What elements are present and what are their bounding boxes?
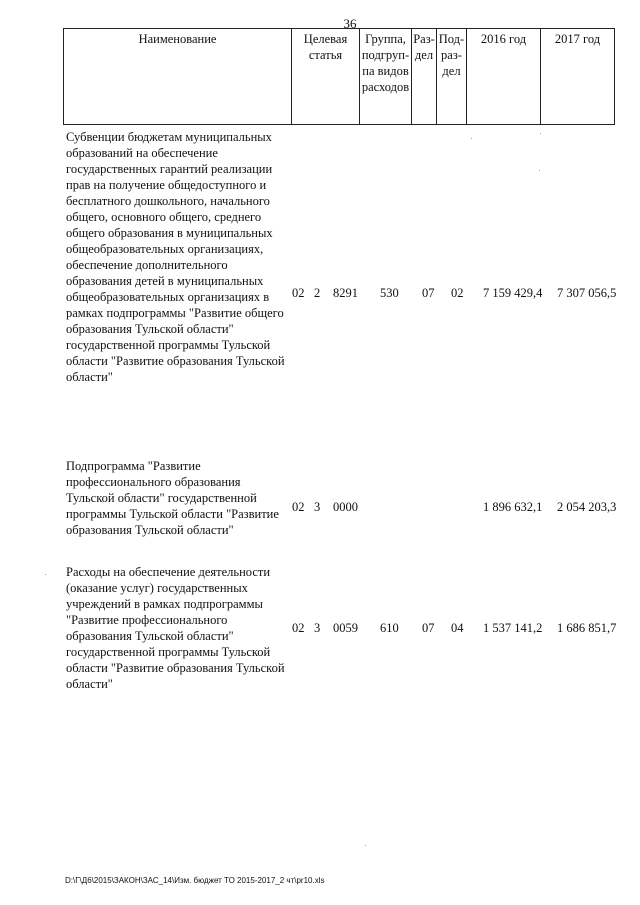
row-code-direction: 8291 [333, 286, 358, 300]
row-value-2016: 7 159 429,4 [483, 286, 543, 300]
scan-speck [471, 138, 472, 139]
header-section: Раз-дел [412, 29, 437, 125]
row-code-subprogram: 3 [314, 621, 321, 635]
row-value-2017: 1 686 851,7 [557, 621, 617, 635]
page-number: 36 [343, 16, 357, 31]
row-code-direction: 0000 [333, 500, 358, 514]
row-section: 07 [422, 621, 435, 635]
table-header [63, 28, 615, 125]
row-name: Подпрограмма "Развитие профессионального образования Тульской области" государственной программы Тульской области "Развитие образования Тульской области" [66, 459, 279, 537]
row-name: Расходы на обеспечение деятельности (оказание услуг) государственных учреждений в рамках подпрограммы "Развитие профессионального образования Тульской области" государственной программы Тульской области "Развитие образования Тульской области" [66, 565, 285, 691]
header-target-article: Целевая статья [292, 29, 360, 125]
header-year-2016: 2016 год [467, 29, 541, 125]
row-group: 610 [380, 621, 399, 635]
scan-speck [539, 170, 540, 171]
row-code-subprogram: 3 [314, 500, 321, 514]
header-name: Наименование [64, 29, 292, 125]
scan-speck [365, 845, 366, 846]
row-section: 07 [422, 286, 435, 300]
row-value-2017: 7 307 056,5 [557, 286, 617, 300]
file-path-footer: D:\Г\Д6\2015\ЗАКОН\ЗАС_14\Изм. бюджет ТО 2015-2017_2 чт\pr10.xls [65, 876, 325, 885]
row-code-program: 02 [292, 621, 305, 635]
scan-speck [540, 133, 541, 134]
row-code-subprogram: 2 [314, 286, 321, 300]
row-code-program: 02 [292, 500, 305, 514]
header-year-2017: 2017 год [541, 29, 615, 125]
header-subsection: Под-раз-дел [437, 29, 467, 125]
header-group: Группа, подгруп-па видов расходов [360, 29, 412, 125]
row-subsection: 02 [451, 286, 464, 300]
row-value-2016: 1 896 632,1 [483, 500, 543, 514]
row-code-direction: 0059 [333, 621, 358, 635]
row-subsection: 04 [451, 621, 464, 635]
scan-speck [45, 574, 46, 575]
row-value-2016: 1 537 141,2 [483, 621, 543, 635]
row-group: 530 [380, 286, 399, 300]
row-value-2017: 2 054 203,3 [557, 500, 617, 514]
row-name: Субвенции бюджетам муниципальных образований на обеспечение государственных гарантий реализации прав на получение общедоступного и бесплатного дошкольного, начального общего, основного общего, среднего общего образования в муниципальных общеобразовательных организациях, обеспечение дополнительного образования детей в муниципальных общеобразовательных организациях в рамках подпрограммы "Развитие общего образования Тульской области" государственной программы Тульской области "Развитие образования Тульской области" [66, 130, 285, 384]
row-code-program: 02 [292, 286, 305, 300]
